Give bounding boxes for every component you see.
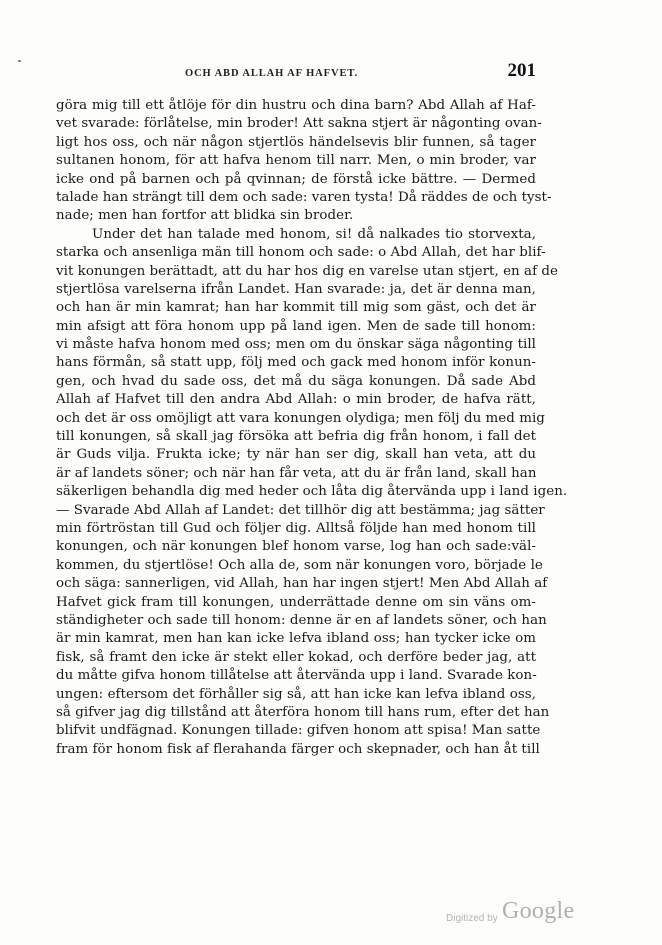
- digitized-by-label: Digitized by: [446, 913, 498, 924]
- page-number: 201: [507, 60, 536, 81]
- text-line: Allah af Hafvet till den andra Abd Allah: o min broder, de hafva rätt,: [56, 392, 536, 408]
- text-line: — Svarade Abd Allah af Landet: det tillhör dig att bestämma; jag sätter: [56, 502, 545, 518]
- text-line: min förtröstan till Gud och följer dig. Alltså följde han med honom till: [56, 520, 536, 536]
- body-text: [56, 97, 568, 759]
- text-line: stjertlösa varelserna ifrån Landet. Han svarade: ja, det är denna man,: [56, 281, 536, 297]
- text-line: säkerligen behandla dig med heder och låta dig återvända upp i land igen.: [56, 484, 568, 500]
- text-line: så gifver jag dig tillstånd att återföra honom till hans rum, efter det han: [56, 704, 550, 720]
- text-line: gen, och hvad du sade oss, det må du säga konungen. Då sade Abd: [56, 373, 536, 389]
- text-line: och han är min kamrat; han har kommit till mig som gäst, och det är: [56, 300, 536, 316]
- text-line: vet svarade: förlåtelse, min broder! Att sakna stjert är någonting ovan-: [56, 116, 542, 132]
- running-head: OCH ABD ALLAH AF HAFVET.: [185, 68, 358, 79]
- text-line: kommen, du stjertlöse! Och alla de, som när konungen voro, började le: [56, 557, 543, 573]
- text-line: är min kamrat, men han kan icke lefva ibland oss; han tycker icke om: [56, 631, 536, 647]
- text-line: nade; men han fortfor att blidka sin broder.: [56, 208, 354, 224]
- text-line: min afsigt att föra honom upp på land igen. Men de sade till honom:: [56, 318, 536, 334]
- text-line: och säga: sannerligen, vid Allah, han har ingen stjert! Men Abd Allah af: [56, 576, 548, 592]
- text-line: Under det han talade med honom, si! då nalkades tio storvexta,: [92, 226, 536, 242]
- text-line: vi måste hafva honom med oss; men om du önskar säga någonting till: [56, 337, 536, 353]
- text-line: blifvit undfägnad. Konungen tillade: gifven honom att spisa! Man satte: [56, 723, 541, 739]
- text-line: ungen: eftersom det förhåller sig så, att han icke kan lefva ibland oss,: [56, 686, 536, 702]
- text-line: ligt hos oss, och när någon stjertlös händelsevis blir funnen, så tager: [56, 134, 536, 150]
- text-line: är Guds vilja. Frukta icke; ty när han ser dig, skall han veta, att du: [56, 447, 536, 463]
- text-line: hans förmån, så statt upp, följ med och gack med honom inför konun-: [56, 355, 536, 371]
- digitized-watermark: [440, 895, 610, 931]
- text-line: är af landets söner; och när han får veta, att du är från land, skall han: [56, 465, 537, 481]
- google-logo: Google: [502, 898, 575, 924]
- text-line: sultanen honom, för att hafva henom till narr. Men, o min broder, var: [56, 153, 536, 169]
- text-line: Hafvet gick fram till konungen, underrättade denne om sin väns om-: [56, 594, 536, 610]
- text-line: och det är oss omöjligt att vara konungen olydiga; men följ du med mig: [56, 410, 545, 426]
- text-line: ständigheter och sade till honom: denne är en af landets söner, och han: [56, 612, 547, 628]
- text-line: fram för honom fisk af flerahanda färger och skepnader, och han åt till: [56, 741, 540, 757]
- text-line: du måtte gifva honom tillåtelse att återvända upp i land. Svarade kon-: [56, 668, 537, 684]
- text-line: konungen, och när konungen blef honom varse, log han och sade:väl-: [56, 539, 536, 555]
- scan-speck: [18, 60, 21, 62]
- text-line: till konungen, så skall jag försöka att befria dig från honom, i fall det: [56, 429, 536, 445]
- text-line: vit konungen berättadt, att du har hos dig en varelse utan stjert, en af de: [56, 263, 558, 279]
- text-line: fisk, så framt den icke är stekt eller kokad, och derföre beder jag, att: [56, 649, 536, 665]
- text-line: icke ond på barnen och på qvinnan; de förstå icke bättre. — Dermed: [56, 171, 536, 187]
- text-line: göra mig till ett åtlöje för din hustru och dina barn? Abd Allah af Haf-: [56, 98, 536, 113]
- text-line: starka och ansenliga män till honom och sade: o Abd Allah, det har blif-: [56, 245, 546, 261]
- page-header: [60, 60, 536, 86]
- text-line: talade han strängt till dem och sade: varen tysta! Då räddes de och tyst-: [56, 189, 552, 205]
